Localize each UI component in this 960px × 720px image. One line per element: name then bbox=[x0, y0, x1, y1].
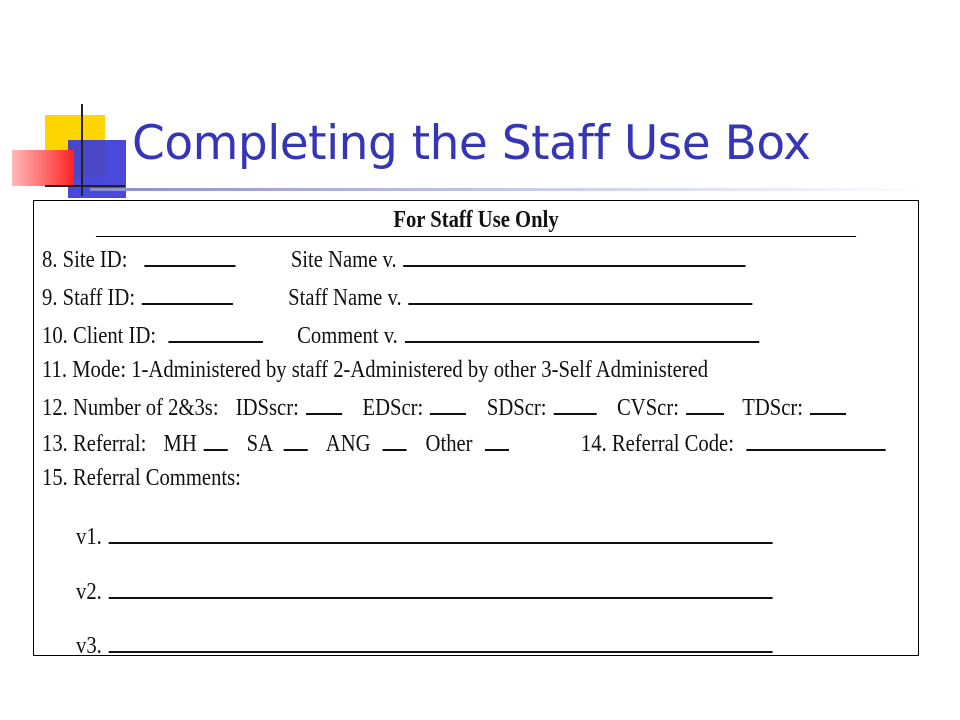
v3-field[interactable] bbox=[109, 631, 773, 653]
site-name-field[interactable] bbox=[404, 245, 746, 267]
slide-title: Completing the Staff Use Box bbox=[132, 116, 811, 171]
referral-sa-field[interactable] bbox=[284, 429, 308, 451]
ed-score-label: EDScr: bbox=[362, 395, 424, 421]
staff-name-label: Staff Name v. bbox=[288, 285, 402, 311]
td-score-label: TDScr: bbox=[742, 395, 803, 421]
client-id-field[interactable] bbox=[168, 321, 263, 343]
row-site bbox=[42, 245, 746, 273]
row-client bbox=[42, 321, 759, 349]
site-id-field[interactable] bbox=[145, 245, 236, 267]
v3-label: v3. bbox=[76, 633, 102, 659]
decorative-red-bar bbox=[12, 150, 74, 186]
referral-ang-label: ANG bbox=[325, 431, 371, 457]
decorative-vertical-line bbox=[81, 104, 83, 196]
referral-other-label: Other bbox=[425, 431, 473, 457]
comment-label: Comment v. bbox=[297, 323, 398, 349]
v2-label: v2. bbox=[76, 579, 102, 605]
referral-code-field[interactable] bbox=[746, 429, 885, 451]
client-id-label: 10. Client ID: bbox=[42, 323, 157, 349]
site-name-label: Site Name v. bbox=[290, 247, 397, 273]
site-id-label: 8. Site ID: bbox=[42, 247, 128, 273]
row-mode bbox=[42, 357, 708, 383]
referral-ang-field[interactable] bbox=[383, 429, 407, 451]
referral-comments-label: 15. Referral Comments: bbox=[42, 465, 241, 491]
mode-text: 11. Mode: 1-Administered by staff 2-Administered by other 3-Self Administered bbox=[42, 357, 709, 383]
staff-id-label: 9. Staff ID: bbox=[42, 285, 136, 311]
cv-score-field[interactable] bbox=[686, 393, 724, 415]
v1-field[interactable] bbox=[109, 522, 773, 544]
row-v3 bbox=[76, 631, 773, 659]
referral-mh-label: MH bbox=[163, 431, 197, 457]
row-v1 bbox=[76, 522, 773, 550]
referral-sa-label: SA bbox=[246, 431, 272, 457]
sd-score-label: SDScr: bbox=[486, 395, 547, 421]
decorative-horizontal-line bbox=[45, 185, 125, 187]
staff-use-form bbox=[33, 200, 919, 659]
referral-code-label: 14. Referral Code: bbox=[580, 431, 734, 457]
referral-other-field[interactable] bbox=[485, 429, 509, 451]
title-underline bbox=[90, 188, 930, 191]
row-counts bbox=[42, 393, 846, 421]
row-staff bbox=[42, 283, 753, 311]
form-header: For Staff Use Only bbox=[96, 201, 856, 237]
referral-mh-field[interactable] bbox=[204, 429, 228, 451]
cv-score-label: CVScr: bbox=[617, 395, 679, 421]
v1-label: v1. bbox=[76, 524, 102, 550]
row-v2 bbox=[76, 577, 773, 605]
comment-field[interactable] bbox=[405, 321, 759, 343]
staff-name-field[interactable] bbox=[409, 283, 753, 305]
td-score-field[interactable] bbox=[810, 393, 846, 415]
ed-score-field[interactable] bbox=[430, 393, 466, 415]
row-referral-comments bbox=[42, 465, 241, 491]
counts-label: 12. Number of 2&3s: bbox=[42, 395, 219, 421]
sd-score-field[interactable] bbox=[553, 393, 596, 415]
row-referral bbox=[42, 429, 885, 457]
staff-id-field[interactable] bbox=[142, 283, 233, 305]
referral-label: 13. Referral: bbox=[42, 431, 147, 457]
v2-field[interactable] bbox=[109, 577, 773, 599]
ids-score-field[interactable] bbox=[306, 393, 342, 415]
ids-score-label: IDSscr: bbox=[235, 395, 299, 421]
